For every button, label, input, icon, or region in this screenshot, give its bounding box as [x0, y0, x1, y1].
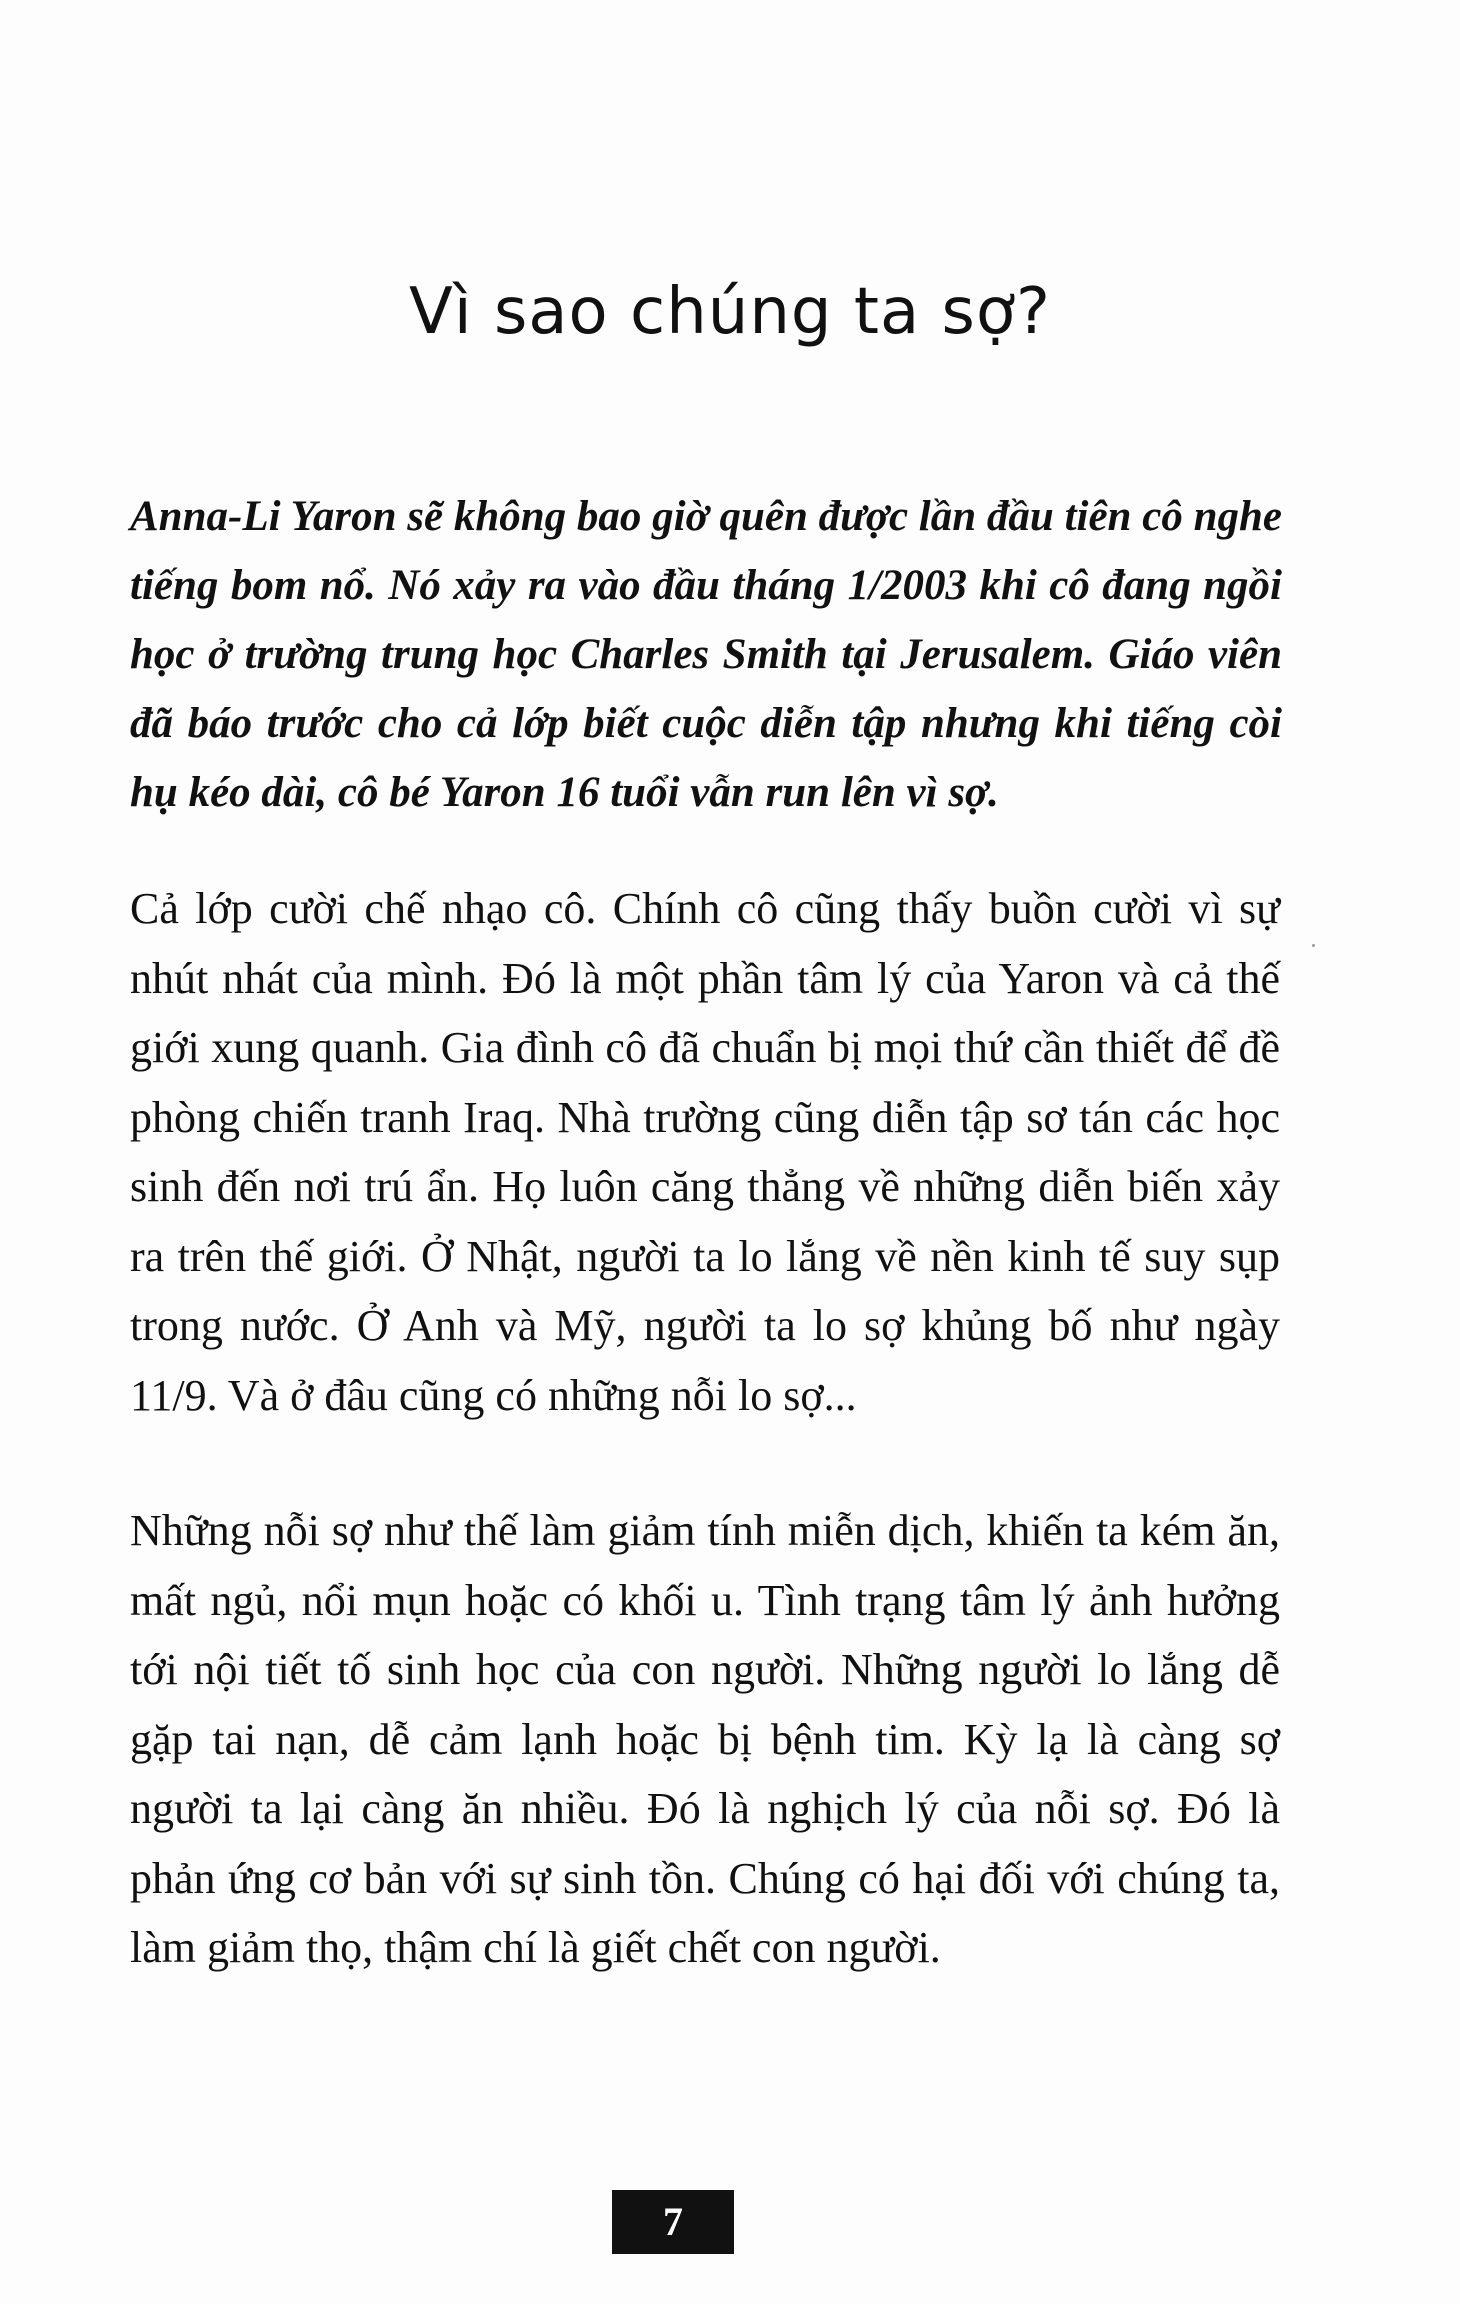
body-paragraph-2: Những nỗi sợ như thế làm giảm tính miễn dịch, khiến ta kém ăn, mất ngủ, nổi mụn hoặc có khối u. Tình trạng tâm lý ảnh hưởng tới nội tiết tố sinh học của con người. Những người lo lắng dễ gặp tai nạn, dễ cảm lạnh hoặc bị bệnh tim. Kỳ lạ là càng sợ người ta lại càng ăn nhiều. Đó là nghịch lý của nỗi sợ. Đó là phản ứng cơ bản với sự sinh tồn. Chúng có hại đối với chúng ta, làm giảm thọ, thậm chí là giết chết con người.	[130, 1506, 1280, 1972]
chapter-title: Vì sao chúng ta sợ?	[409, 275, 1051, 349]
intro-paragraph: Anna-Li Yaron sẽ không bao giờ quên được lần đầu tiên cô nghe tiếng bom nổ. Nó xảy ra vào đầu tháng 1/2003 khi cô đang ngồi học ở trường trung học Charles Smith tại Jerusalem. Giáo viên đã báo trước cho cả lớp biết cuộc diễn tập nhưng khi tiếng còi hụ kéo dài, cô bé Yaron 16 tuổi vẫn run lên vì sợ.	[130, 493, 1282, 816]
body-paragraph-1: Cả lớp cười chế nhạo cô. Chính cô cũng thấy buồn cười vì sự nhút nhát của mình. Đó là một phần tâm lý của Yaron và cả thế giới xung quanh. Gia đình cô đã chuẩn bị mọi thứ cần thiết để đề phòng chiến tranh Iraq. Nhà trường cũng diễn tập sơ tán các học sinh đến nơi trú ẩn. Họ luôn căng thẳng về những diễn biến xảy ra trên thế giới. Ở Nhật, người ta lo lắng về nền kinh tế suy sụp trong nước. Ở Anh và Mỹ, người ta lo sợ khủng bố như ngày 11/9. Và ở đâu cũng có những nỗi lo sợ...	[130, 884, 1280, 1420]
page-number: 7	[612, 2190, 734, 2254]
scan-speck	[1312, 944, 1315, 947]
